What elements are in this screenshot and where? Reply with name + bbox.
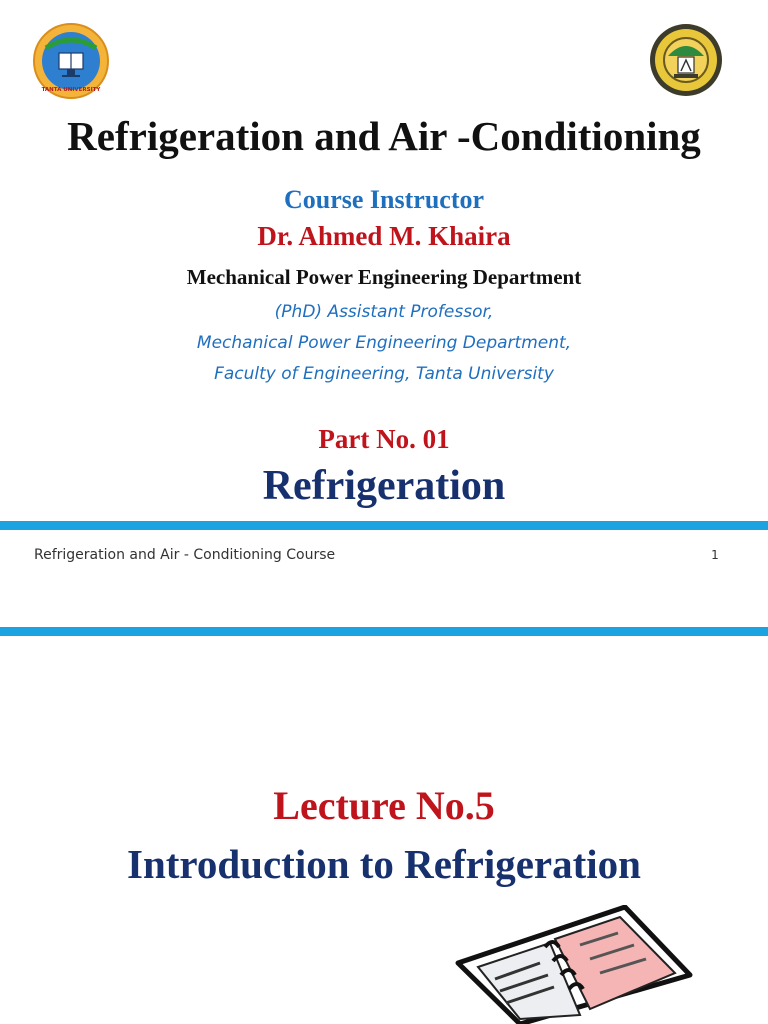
svg-text:TANTA UNIVERSITY: TANTA UNIVERSITY [41,87,101,93]
faculty-of-engineering-logo [648,22,724,98]
affiliation-line: Faculty of Engineering, Tanta University [214,364,554,384]
part-title: Refrigeration [262,463,506,509]
department-name: Mechanical Power Engineering Department [186,265,582,289]
accent-bar [0,627,768,636]
part-number: Part No. 01 [318,424,450,454]
instructor-label: Course Instructor [283,185,485,214]
main-title: Refrigeration and Air -Conditioning [67,113,701,159]
lecture-title: Introduction to Refrigeration [127,841,641,887]
instructor-name: Dr. Ahmed M. Khaira [257,221,511,251]
accent-bar [0,521,768,530]
lecture-number: Lecture No.5 [273,783,495,828]
notebook-icon [450,905,700,1024]
slide-footer: Refrigeration and Air - Conditioning Course [34,547,336,563]
affiliation-line: (PhD) Assistant Professor, [274,302,494,322]
page-number: 1 [711,548,719,562]
affiliation-line: Mechanical Power Engineering Department, [196,333,572,353]
tanta-university-logo [32,22,110,100]
